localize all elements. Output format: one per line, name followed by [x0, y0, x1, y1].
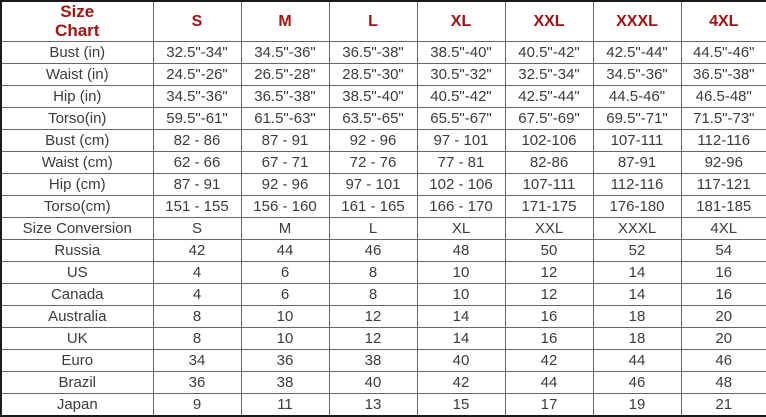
table-row	[1, 350, 766, 372]
cell-value: 48	[681, 372, 766, 394]
cell-value: 67.5"-69"	[505, 108, 593, 130]
cell-value: 102 - 106	[417, 174, 505, 196]
cell-value: 92-96	[681, 152, 766, 174]
header-row	[1, 1, 766, 42]
cell-value: 40.5"-42"	[505, 42, 593, 64]
row-label: Brazil	[1, 372, 153, 394]
cell-value: 107-111	[505, 174, 593, 196]
cell-value: 16	[505, 328, 593, 350]
size-header-xl: XL	[417, 1, 505, 42]
row-label: Bust (cm)	[1, 130, 153, 152]
cell-value: 42	[153, 240, 241, 262]
size-header-4xl: 4XL	[681, 1, 766, 42]
cell-value: 36.5"-38"	[681, 64, 766, 86]
cell-value: 40	[417, 350, 505, 372]
cell-value: 151 - 155	[153, 196, 241, 218]
cell-value: 176-180	[593, 196, 681, 218]
table-row	[1, 240, 766, 262]
cell-value: 34	[153, 350, 241, 372]
cell-value: L	[329, 218, 417, 240]
cell-value: 42.5"-44"	[505, 86, 593, 108]
cell-value: S	[153, 218, 241, 240]
table-row	[1, 42, 766, 64]
cell-value: 102-106	[505, 130, 593, 152]
cell-value: 59.5"-61"	[153, 108, 241, 130]
table-row	[1, 196, 766, 218]
cell-value: 112-116	[681, 130, 766, 152]
table-row	[1, 262, 766, 284]
table-row	[1, 372, 766, 394]
cell-value: 87 - 91	[153, 174, 241, 196]
cell-value: 44.5"-46"	[681, 42, 766, 64]
cell-value: 48	[417, 240, 505, 262]
cell-value: 92 - 96	[329, 130, 417, 152]
row-label: Hip (in)	[1, 86, 153, 108]
cell-value: 12	[329, 306, 417, 328]
size-header-m: M	[241, 1, 329, 42]
size-header-xxxl: XXXL	[593, 1, 681, 42]
cell-value: 19	[593, 394, 681, 416]
cell-value: 36	[241, 350, 329, 372]
cell-value: 63.5"-65"	[329, 108, 417, 130]
cell-value: 6	[241, 262, 329, 284]
table-row	[1, 306, 766, 328]
cell-value: 36.5"-38"	[241, 86, 329, 108]
cell-value: XL	[417, 218, 505, 240]
table-row	[1, 152, 766, 174]
cell-value: 18	[593, 306, 681, 328]
table-row	[1, 86, 766, 108]
cell-value: 12	[505, 284, 593, 306]
cell-value: 50	[505, 240, 593, 262]
cell-value: XXL	[505, 218, 593, 240]
cell-value: 42	[505, 350, 593, 372]
row-label: Russia	[1, 240, 153, 262]
cell-value: 44	[241, 240, 329, 262]
cell-value: 71.5"-73"	[681, 108, 766, 130]
cell-value: 18	[593, 328, 681, 350]
cell-value: 61.5"-63"	[241, 108, 329, 130]
cell-value: 87 - 91	[241, 130, 329, 152]
cell-value: 32.5"-34"	[153, 42, 241, 64]
row-label: Torso(cm)	[1, 196, 153, 218]
cell-value: 38	[329, 350, 417, 372]
cell-value: 10	[241, 328, 329, 350]
row-label: UK	[1, 328, 153, 350]
row-label: Torso(in)	[1, 108, 153, 130]
cell-value: 32.5"-34"	[505, 64, 593, 86]
row-label: Bust (in)	[1, 42, 153, 64]
row-label: Euro	[1, 350, 153, 372]
cell-value: 46	[329, 240, 417, 262]
cell-value: 40.5"-42"	[417, 86, 505, 108]
cell-value: 16	[505, 306, 593, 328]
cell-value: 77 - 81	[417, 152, 505, 174]
cell-value: 156 - 160	[241, 196, 329, 218]
corner-header-line2: Chart	[55, 20, 100, 40]
cell-value: 34.5"-36"	[241, 42, 329, 64]
table-row	[1, 130, 766, 152]
cell-value: 62 - 66	[153, 152, 241, 174]
cell-value: 107-111	[593, 130, 681, 152]
cell-value: 54	[681, 240, 766, 262]
cell-value: 4	[153, 262, 241, 284]
cell-value: 44	[505, 372, 593, 394]
cell-value: 6	[241, 284, 329, 306]
table-row	[1, 174, 766, 196]
row-label: Waist (cm)	[1, 152, 153, 174]
table-row	[1, 108, 766, 130]
cell-value: 44.5-46"	[593, 86, 681, 108]
cell-value: 30.5"-32"	[417, 64, 505, 86]
cell-value: 87-91	[593, 152, 681, 174]
cell-value: 72 - 76	[329, 152, 417, 174]
cell-value: 36	[153, 372, 241, 394]
cell-value: 65.5"-67"	[417, 108, 505, 130]
cell-value: 34.5"-36"	[593, 64, 681, 86]
cell-value: 92 - 96	[241, 174, 329, 196]
row-label: Size Conversion	[1, 218, 153, 240]
table-row	[1, 218, 766, 240]
cell-value: 4	[153, 284, 241, 306]
table-row	[1, 284, 766, 306]
cell-value: 34.5"-36"	[153, 86, 241, 108]
cell-value: 171-175	[505, 196, 593, 218]
cell-value: 10	[241, 306, 329, 328]
cell-value: 97 - 101	[417, 130, 505, 152]
cell-value: 20	[681, 306, 766, 328]
cell-value: 38	[241, 372, 329, 394]
cell-value: 8	[153, 328, 241, 350]
cell-value: XXXL	[593, 218, 681, 240]
row-label: US	[1, 262, 153, 284]
cell-value: 67 - 71	[241, 152, 329, 174]
size-header-xxl: XXL	[505, 1, 593, 42]
cell-value: 69.5"-71"	[593, 108, 681, 130]
cell-value: 9	[153, 394, 241, 416]
cell-value: 8	[153, 306, 241, 328]
cell-value: 52	[593, 240, 681, 262]
cell-value: 15	[417, 394, 505, 416]
cell-value: 97 - 101	[329, 174, 417, 196]
cell-value: 21	[681, 394, 766, 416]
cell-value: 38.5"-40"	[329, 86, 417, 108]
table-row	[1, 328, 766, 350]
table-row	[1, 394, 766, 416]
corner-header	[1, 1, 153, 42]
cell-value: 13	[329, 394, 417, 416]
size-header-s: S	[153, 1, 241, 42]
cell-value: 112-116	[593, 174, 681, 196]
cell-value: 10	[417, 284, 505, 306]
cell-value: 16	[681, 284, 766, 306]
cell-value: 28.5"-30"	[329, 64, 417, 86]
cell-value: 44	[593, 350, 681, 372]
cell-value: 42.5"-44"	[593, 42, 681, 64]
cell-value: 20	[681, 328, 766, 350]
cell-value: 46	[593, 372, 681, 394]
table-body	[1, 42, 766, 416]
cell-value: M	[241, 218, 329, 240]
cell-value: 10	[417, 262, 505, 284]
cell-value: 16	[681, 262, 766, 284]
cell-value: 14	[417, 306, 505, 328]
cell-value: 24.5"-26"	[153, 64, 241, 86]
cell-value: 11	[241, 394, 329, 416]
corner-header-line1: Size	[60, 2, 95, 21]
row-label: Japan	[1, 394, 153, 416]
cell-value: 46	[681, 350, 766, 372]
cell-value: 12	[505, 262, 593, 284]
cell-value: 8	[329, 284, 417, 306]
cell-value: 14	[593, 262, 681, 284]
row-label: Hip (cm)	[1, 174, 153, 196]
cell-value: 42	[417, 372, 505, 394]
row-label: Waist (in)	[1, 64, 153, 86]
row-label: Canada	[1, 284, 153, 306]
cell-value: 82 - 86	[153, 130, 241, 152]
row-label: Australia	[1, 306, 153, 328]
cell-value: 36.5"-38"	[329, 42, 417, 64]
cell-value: 181-185	[681, 196, 766, 218]
cell-value: 46.5-48"	[681, 86, 766, 108]
cell-value: 40	[329, 372, 417, 394]
cell-value: 161 - 165	[329, 196, 417, 218]
cell-value: 4XL	[681, 218, 766, 240]
cell-value: 8	[329, 262, 417, 284]
size-header-l: L	[329, 1, 417, 42]
cell-value: 17	[505, 394, 593, 416]
cell-value: 82-86	[505, 152, 593, 174]
cell-value: 38.5"-40"	[417, 42, 505, 64]
table-row	[1, 64, 766, 86]
cell-value: 26.5"-28"	[241, 64, 329, 86]
cell-value: 14	[593, 284, 681, 306]
cell-value: 117-121	[681, 174, 766, 196]
cell-value: 14	[417, 328, 505, 350]
cell-value: 12	[329, 328, 417, 350]
cell-value: 166 - 170	[417, 196, 505, 218]
